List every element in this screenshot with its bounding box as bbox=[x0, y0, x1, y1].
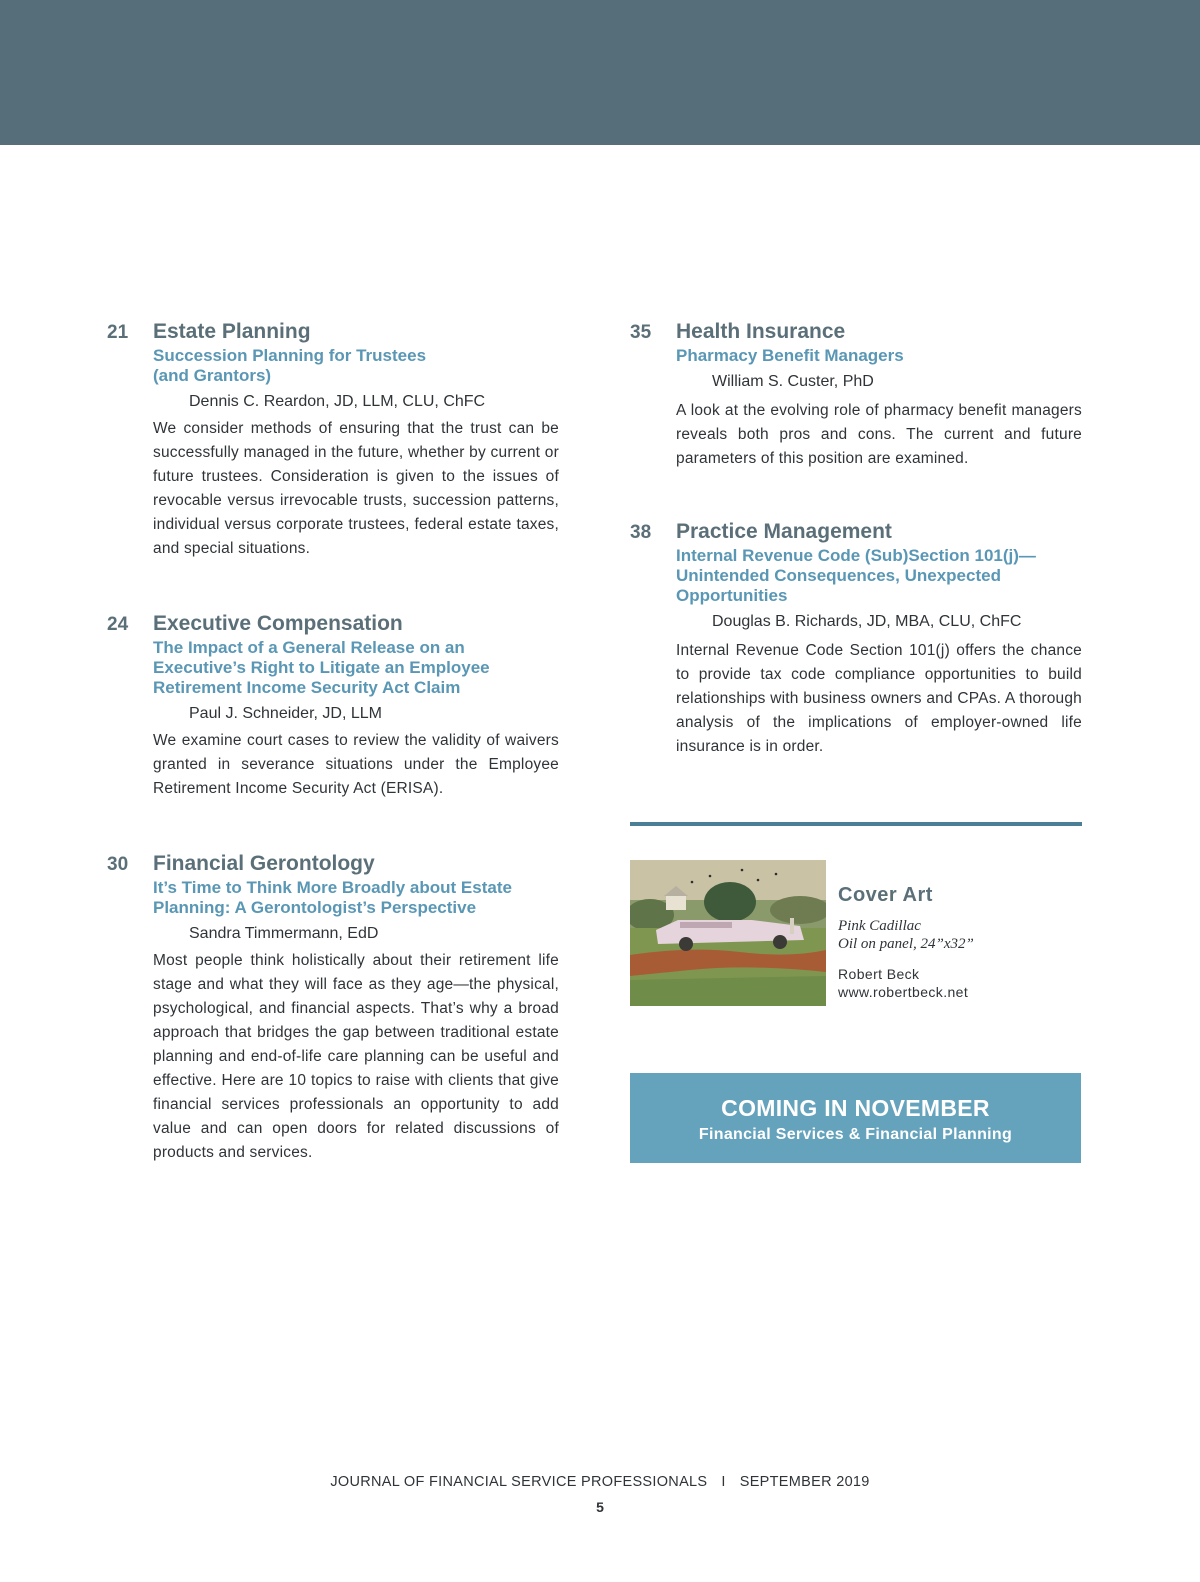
section-divider bbox=[630, 822, 1082, 826]
article-executive-compensation bbox=[107, 610, 559, 801]
article-author: Paul J. Schneider, JD, LLM bbox=[189, 705, 382, 722]
right-column bbox=[630, 318, 1082, 755]
painting-medium: Oil on panel, 24”x32” bbox=[838, 936, 974, 952]
article-author: Sandra Timmermann, EdD bbox=[189, 925, 379, 942]
left-column bbox=[107, 318, 559, 1161]
coming-title: COMING IN NOVEMBER bbox=[721, 1095, 990, 1121]
section-heading: Executive Compensation bbox=[153, 612, 403, 635]
page-number-ref: 30 bbox=[107, 854, 129, 875]
article-financial-gerontology bbox=[107, 850, 559, 1165]
article-practice-management bbox=[630, 518, 1082, 759]
section-heading: Health Insurance bbox=[676, 320, 846, 343]
section-heading: Estate Planning bbox=[153, 320, 311, 343]
artist-website-link[interactable]: www.robertbeck.net bbox=[838, 984, 969, 1000]
article-description: Most people think holistically about their retirement life stage and what they will face as they age—the physical, psychological, and financial aspects. That’s why a broad approach that bridges the gap between traditional estate planning and end-of-life care planning can be useful and effective. Here are 10 topics to raise with clients that give financial services professionals an opportunity to add value and can open doors for related discussions of products and services. bbox=[153, 952, 559, 1161]
article-description: We examine court cases to review the validity of waivers granted in severance situations under the Employee Retirement Income Security Act (ERISA). bbox=[153, 732, 559, 797]
article-description: We consider methods of ensuring that the trust can be successfully managed in the future, whether by current or future trustees. Consideration is given to the issues of revocable versus irrevocable trusts, succession patterns, individual versus corporate trustees, federal estate taxes, and special situations. bbox=[153, 420, 559, 557]
journal-name: JOURNAL OF FINANCIAL SERVICE PROFESSIONALS bbox=[330, 1474, 708, 1490]
page-number-ref: 21 bbox=[107, 322, 129, 343]
cover-art-caption bbox=[838, 884, 1078, 1001]
coming-soon-banner bbox=[630, 1073, 1081, 1163]
article-title[interactable]: Pharmacy Benefit Managers bbox=[676, 346, 904, 365]
page-number-ref: 38 bbox=[630, 522, 652, 543]
page-number-ref: 35 bbox=[630, 322, 652, 343]
header-band bbox=[0, 0, 1200, 145]
cover-art-painting bbox=[630, 860, 826, 1006]
article-description: A look at the evolving role of pharmacy benefit managers reveals both pros and cons. The current and future parameters of this position are examined. bbox=[676, 402, 1082, 467]
article-estate-planning bbox=[107, 318, 559, 561]
page-footer bbox=[0, 1474, 1200, 1490]
footer-separator: I bbox=[721, 1474, 726, 1490]
article-title[interactable]: Internal Revenue Code (Sub)Section 101(j)— Unintended Consequences, Unexpected Opportunities bbox=[676, 546, 1036, 605]
page-number: 5 bbox=[596, 1499, 604, 1515]
article-title[interactable]: It’s Time to Think More Broadly about Estate Planning: A Gerontologist’s Perspective bbox=[153, 878, 512, 917]
section-heading: Practice Management bbox=[676, 520, 892, 543]
article-title[interactable]: The Impact of a General Release on an Executive’s Right to Litigate an Employee Retirement Income Security Act Claim bbox=[153, 638, 490, 697]
article-author: Dennis C. Reardon, JD, LLM, CLU, ChFC bbox=[189, 393, 486, 410]
coming-subtitle: Financial Services & Financial Planning bbox=[698, 1126, 1013, 1143]
article-author: Douglas B. Richards, JD, MBA, CLU, ChFC bbox=[712, 613, 1022, 630]
section-heading: Financial Gerontology bbox=[153, 852, 375, 875]
artist-name: Robert Beck bbox=[838, 966, 920, 982]
page-number-ref: 24 bbox=[107, 614, 129, 635]
cover-art-label: Cover Art bbox=[838, 884, 933, 906]
article-description: Internal Revenue Code Section 101(j) offers the chance to provide tax code compliance opportunities to build relationships with business owners and CPAs. A thorough analysis of the implications of employer-owned life insurance is in order. bbox=[676, 642, 1082, 755]
article-author: William S. Custer, PhD bbox=[712, 373, 874, 390]
painting-title: Pink Cadillac bbox=[838, 918, 921, 934]
article-health-insurance bbox=[630, 318, 1082, 471]
issue-date: SEPTEMBER 2019 bbox=[739, 1474, 870, 1490]
article-title[interactable]: Succession Planning for Trustees (and Grantors) bbox=[153, 346, 427, 385]
